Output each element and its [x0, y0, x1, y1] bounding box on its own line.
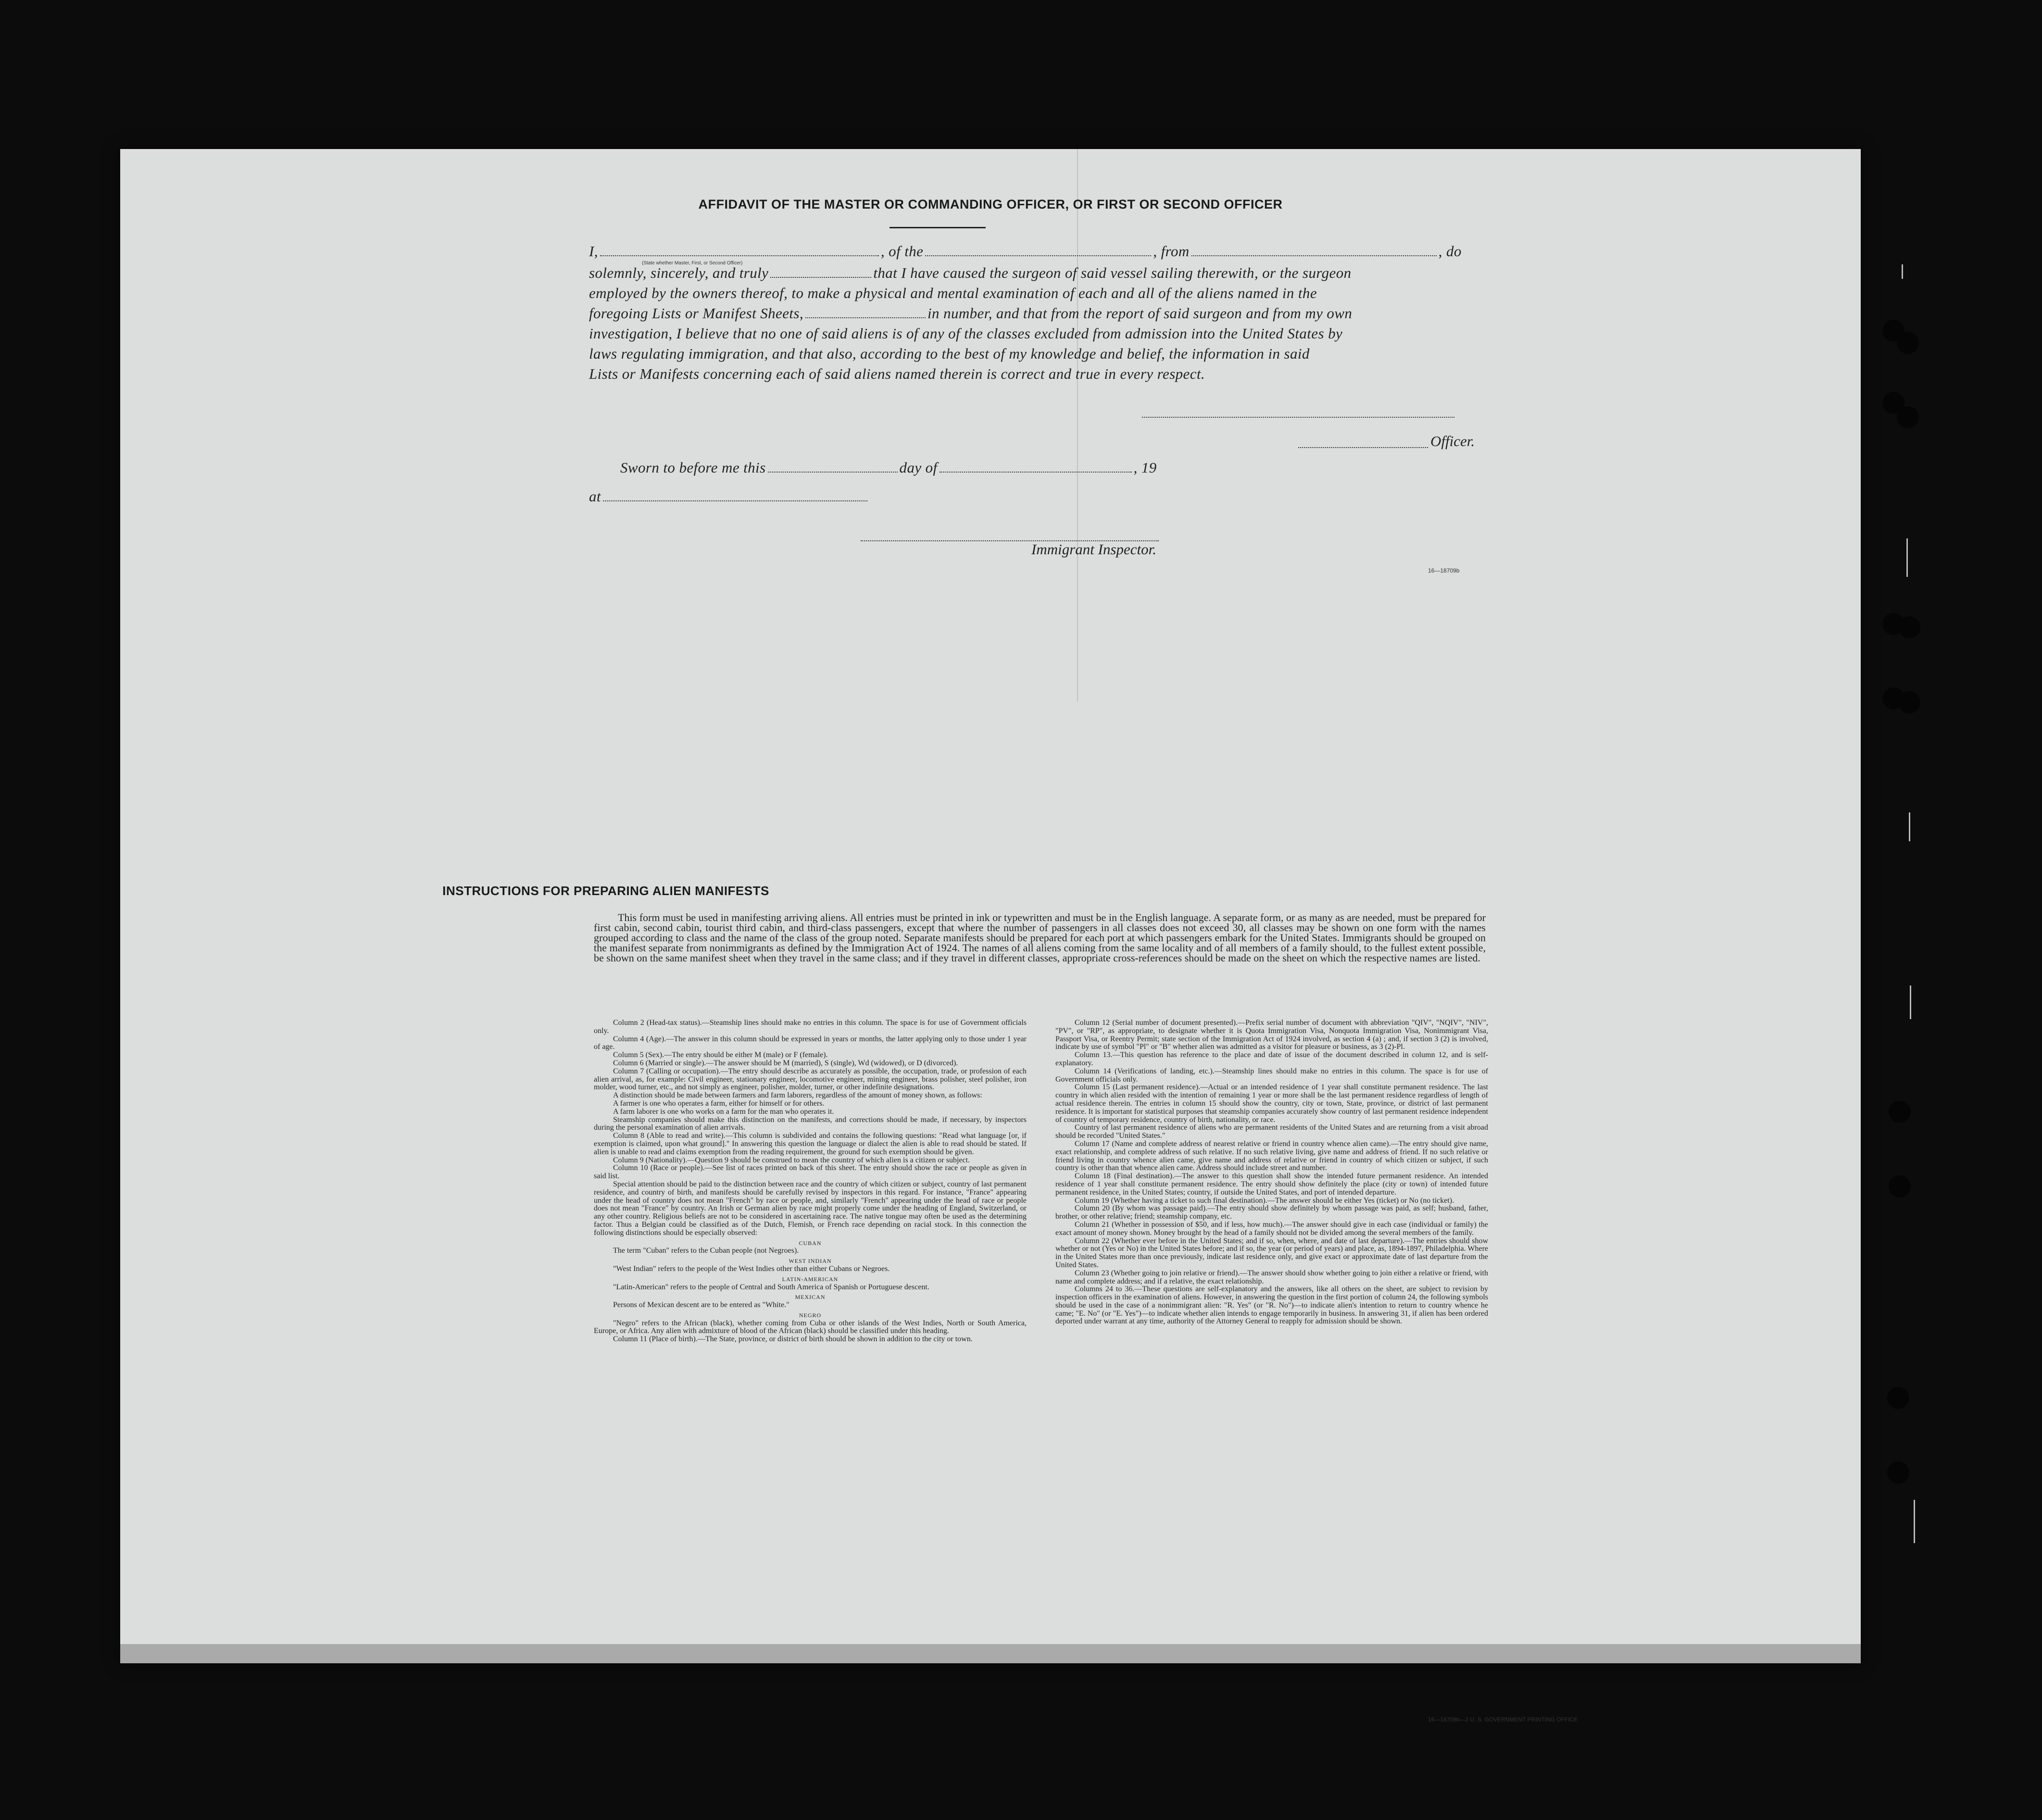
- heading-west-indian: WEST INDIAN: [789, 1258, 832, 1265]
- punch-hole: [1898, 616, 1920, 638]
- punch-hole: [1889, 1175, 1911, 1197]
- instr-negro: "Negro" refers to the African (black), whether coming from Cuba or other islands of the West Indies, North or South America, Europe, or Africa. Any alien with admixture of blood of the African (black) should be classified under this heading.: [594, 1319, 1027, 1335]
- instr-col8: Column 8 (Able to read and write).—This column is subdivided and contains the following questions: "Read what language [or, if exemption is claimed, upon what ground]." In answering this question the language or dialect the alien is able to read should be stated. If alien is unable to read and claims exemption from the reading requirement, the ground for such exemption should be given.: [594, 1132, 1027, 1156]
- instructions-left-column: [594, 1019, 1027, 1344]
- instr-col24-36: Columns 24 to 36.—These questions are self-explanatory and the answers, like all others on the sheet, are subject to revision by inspection officers in the examination of aliens. However, in answering the question in the first portion of column 24, the following symbols should be used in the case of a nonimmigrant alien: "R. Yes" (or "R. No")—to indicate alien's intention to return to country whence he came; "E. No" (or "E. Yes")—to indicate whether alien intends to engage temporarily in business. In answering 31, if alien has been ordered deported under warrant at any time, authority of the Attorney General to reapply for admission should be shown.: [1055, 1285, 1488, 1326]
- affidavit-line-3: employed by the owners thereof, to make a physical and mental examination of each and all of the aliens named in the: [589, 285, 1317, 301]
- affidavit-line-6: laws regulating immigration, and that also, according to the best of my knowledge and belief, the information in said: [589, 345, 1310, 362]
- instr-col9: Column 9 (Nationality).—Question 9 should be construed to mean the country of which alien is a citizen or subject.: [613, 1156, 970, 1164]
- heading-mexican: MEXICAN: [795, 1294, 826, 1301]
- affidavit-line-7: Lists or Manifests concerning each of said aliens named therein is correct and true in every respect.: [589, 365, 1205, 382]
- instr-cuban: The term "Cuban" refers to the Cuban people (not Negroes).: [613, 1247, 799, 1255]
- instr-col2: Column 2 (Head-tax status).—Steamship lines should make no entries in this column. The space is for use of Government officials only.: [594, 1019, 1027, 1035]
- edge-mark: [1914, 1500, 1915, 1543]
- instr-col4: Column 4 (Age).—The answer in this column should be expressed in years or months, the latter applying only to those under 1 year of age.: [594, 1035, 1027, 1051]
- affidavit-title: AFFIDAVIT OF THE MASTER OR COMMANDING OFFICER, OR FIRST OR SECOND OFFICER: [698, 197, 1283, 212]
- instr-col14: Column 14 (Verifications of landing, etc.).—Steamship lines should make no entries in this column. The space is for use of Government officials only.: [1055, 1067, 1488, 1084]
- instr-latin-american: "Latin-American" refers to the people of Central and South America of Spanish or Portuguese descent.: [613, 1283, 929, 1291]
- affidavit-line-1: I, , of the , from , do: [589, 243, 1462, 260]
- heading-negro: NEGRO: [799, 1311, 822, 1319]
- instr-col21: Column 21 (Whether in possession of $50, and if less, how much).—The answer should give in each case (individual or family) the exact amount of money shown. Money brought by the head of a family should not be divided among the several members of the family.: [1055, 1220, 1488, 1237]
- punch-hole: [1897, 406, 1919, 428]
- instr-col13: Column 13.—This question has reference to the place and date of issue of the document described in column 12, and is self-explanatory.: [1055, 1051, 1488, 1067]
- instr-farmer-distinction: A distinction should be made between farmers and farm laborers, regardless of the amount of money shown, as follows:: [613, 1091, 982, 1100]
- instr-col18: Column 18 (Final destination).—The answer to this question shall show the intended future permanent residence. An intended residence of 1 year shall constitute permanent residence. The entry should show definitely the place (city or town) of intended future permanent residence, in the United States; country, if outside the United States, and port of intended departure.: [1055, 1172, 1488, 1197]
- punch-hole: [1887, 1387, 1909, 1409]
- instr-residence-note: Country of last permanent residence of aliens who are permanent residents of the United States and are returning from a visit abroad should be recorded "United States.": [1055, 1123, 1488, 1140]
- instr-race-note: Special attention should be paid to the distinction between race and the country of which citizen or subject, country of last permanent residence, and country of birth, and manifests should be carefully revised by inspectors in this regard. For instance, "France" appearing under the head of country does not mean "French" by race or people, and, similarly "French" appearing under the head of race or people does not mean "France" by country. An Irish or German alien by race might properly come under the heading of England, Switzerland, or any other country. Religious beliefs are not to be considered in ascertaining race. The native tongue may often be used as the determining factor. Thus a Belgian could be classified as of the Dutch, Flemish, or French race depending on racial stock. In this connection the following distinctions should be especially observed:: [594, 1180, 1027, 1237]
- instr-col23: Column 23 (Whether going to join relative or friend).—The answer should show whether going to join either a relative or friend, with name and complete address; and if a relative, the exact relationship.: [1055, 1269, 1488, 1285]
- instr-col5: Column 5 (Sex).—The entry should be either M (male) or F (female).: [613, 1051, 828, 1060]
- heading-latin-american: LATIN-AMERICAN: [782, 1275, 839, 1283]
- instr-col15: Column 15 (Last permanent residence).—Actual or an intended residence of 1 year shall constitute permanent residence. The last country in which alien resided with the intention of remaining 1 year or more shall be the last permanent residence regardless of length of actual residence therein. The entries in column 15 should show the country, city or town, State, province, or district of last permanent residence. It is important for statistical purposes that steamship companies accurately show country of last permanent residence independent of country of temporary residence, country of birth, nationality, or race.: [1055, 1083, 1488, 1124]
- instr-col20: Column 20 (By whom was passage paid).—The entry should show definitely by whom passage was paid, as self; husband, father, brother, or other relative; friend; steamship company, etc.: [1055, 1204, 1488, 1221]
- instr-farm-laborer: A farm laborer is one who works on a farm for the man who operates it.: [613, 1107, 834, 1116]
- instr-col6: Column 6 (Married or single).—The answer should be M (married), S (single), Wd (widowed), or D (divorced).: [613, 1059, 958, 1067]
- officer-label: Officer.: [1430, 433, 1475, 449]
- punch-hole: [1887, 1461, 1909, 1483]
- edge-mark: [1909, 812, 1910, 841]
- instr-col19: Column 19 (Whether having a ticket to such final destination).—The answer should be either Yes (ticket) or No (no ticket).: [1075, 1196, 1454, 1205]
- officer-signature-line-2: [1298, 446, 1428, 448]
- inspector-label: Immigrant Inspector.: [1031, 541, 1157, 558]
- at-line: at: [589, 488, 869, 505]
- punch-hole: [1889, 1101, 1911, 1123]
- edge-mark: [1906, 538, 1908, 577]
- instructions-intro: This form must be used in manifesting arriving aliens. All entries must be printed in ink or typewritten and must be in the English language. A separate form, or as many as are needed, must be prepared for first cabin, second cabin, tourist third cabin, and third-class passengers, except that where the number of passengers in all classes does not exceed 30, all classes may be shown on one form with the names grouped according to class and the name of the class of the group noted. Separate manifests should be prepared for each port at which passengers embark for the United States. Immigrants should be grouped on the manifest separate from nonimmigrants as defined by the Immigration Act of 1924. The names of all aliens coming from the same locality and of all members of a family should, to the fullest extent possible, be shown on the same manifest sheet when they travel in the same class; and if they travel in different classes, appropriate cross-references should be made on the sheet on which the respective names are listed.: [594, 911, 1486, 964]
- instr-col12: Column 12 (Serial number of document presented).—Prefix serial number of document with abbreviation "QIV", "NQIV", "NIV", "PV", or "RP", as appropriate, to designate whether it is Quota Immigration Visa, Nonquota Immigration Visa, Nonimmigrant Visa, Passport Visa, or Reentry Permit; state section of the Immigration Act of 1924 involved, as section 4 (a) ; and, if section 3 (2) is involved, indicate by use of symbol "Pl" or "B" whether alien was admitted as a visitor for pleasure or business, as 3 (2)-Pl.: [1055, 1019, 1488, 1051]
- affidavit-line-5: investigation, I believe that no one of said aliens is of any of the classes excluded from admission into the United States by: [589, 325, 1343, 342]
- instr-col10: Column 10 (Race or people).—See list of races printed on back of this sheet. The entry should show the race or people as given in said list.: [594, 1164, 1027, 1181]
- instr-col17: Column 17 (Name and complete address of nearest relative or friend in country whence alien came).—The entry should give name, exact relationship, and complete address of such relative. If no such relative living, give name and address of friend. If no such relative or friend living in country whence alien came, give name and address of relative or friend in country of which citizen or subject, if such country is other than that whence alien came. Address should include street and number.: [1055, 1139, 1488, 1172]
- instructions-right-column: [1055, 1019, 1488, 1326]
- edge-mark: [1910, 985, 1911, 1019]
- form-sheet: [120, 149, 1861, 1723]
- instr-mexican: Persons of Mexican descent are to be entered as "White.": [613, 1301, 789, 1309]
- instr-col22: Column 22 (Whether ever before in the United States; and if so, when, where, and date of last departure).—The entries should show whether or not (Yes or No) in the United States before; and if so, the year (or period of years) and place, as, 1894-1897, Philadelphia. Where in the United States more than once previously, indicate last residence only, and give exact or approximate date of last departure from the United States.: [1055, 1236, 1488, 1269]
- instr-steamship-note: Steamship companies should make this distinction on the manifests, and corrections should be made, if necessary, by inspectors during the personal examination of alien arrivals.: [594, 1115, 1027, 1132]
- officer-rank-note: (State whether Master, First, or Second Officer): [642, 261, 743, 266]
- edge-mark: [1902, 264, 1903, 279]
- instr-west-indian: "West Indian" refers to the people of the West Indies other than either Cubans or Negroes.: [613, 1264, 890, 1273]
- fold-crease: [1077, 149, 1078, 702]
- sworn-line: Sworn to before me this day of , 19: [620, 459, 1157, 476]
- punch-hole: [1897, 332, 1919, 354]
- printing-office-footer: 16—18709b—2 U. S. GOVERNMENT PRINTING OFFICE: [1428, 1716, 1578, 1723]
- officer-signature-line-1: [1142, 416, 1454, 418]
- affidavit-line-2: solemnly, sincerely, and truly that I have caused the surgeon of said vessel sailing therewith, or the surgeon: [589, 264, 1352, 281]
- instr-col11: Column 11 (Place of birth).—The State, province, or district of birth should be shown in addition to the city or town.: [613, 1335, 973, 1344]
- title-rule: [889, 227, 986, 228]
- affidavit-line-4: foregoing Lists or Manifest Sheets, in number, and that from the report of said surgeon and from my own: [589, 305, 1353, 322]
- heading-cuban: CUBAN: [799, 1239, 822, 1247]
- instr-farmer: A farmer is one who operates a farm, either for himself or for others.: [613, 1099, 825, 1108]
- form-number: 16—18709b: [1428, 567, 1460, 574]
- instructions-title: INSTRUCTIONS FOR PREPARING ALIEN MANIFESTS: [442, 884, 769, 898]
- instr-col7: Column 7 (Calling or occupation).—The entry should describe as accurately as possible, the occupation, trade, or profession of each alien arrival, as, for example: Civil engineer, stationary engineer, locomotive engineer, mining engineer, brass polisher, steel polisher, iron molder, wood turner, etc., and not simply as engineer, polisher, molder, turner, or other indefinite designations.: [594, 1067, 1027, 1092]
- punch-hole: [1898, 691, 1920, 713]
